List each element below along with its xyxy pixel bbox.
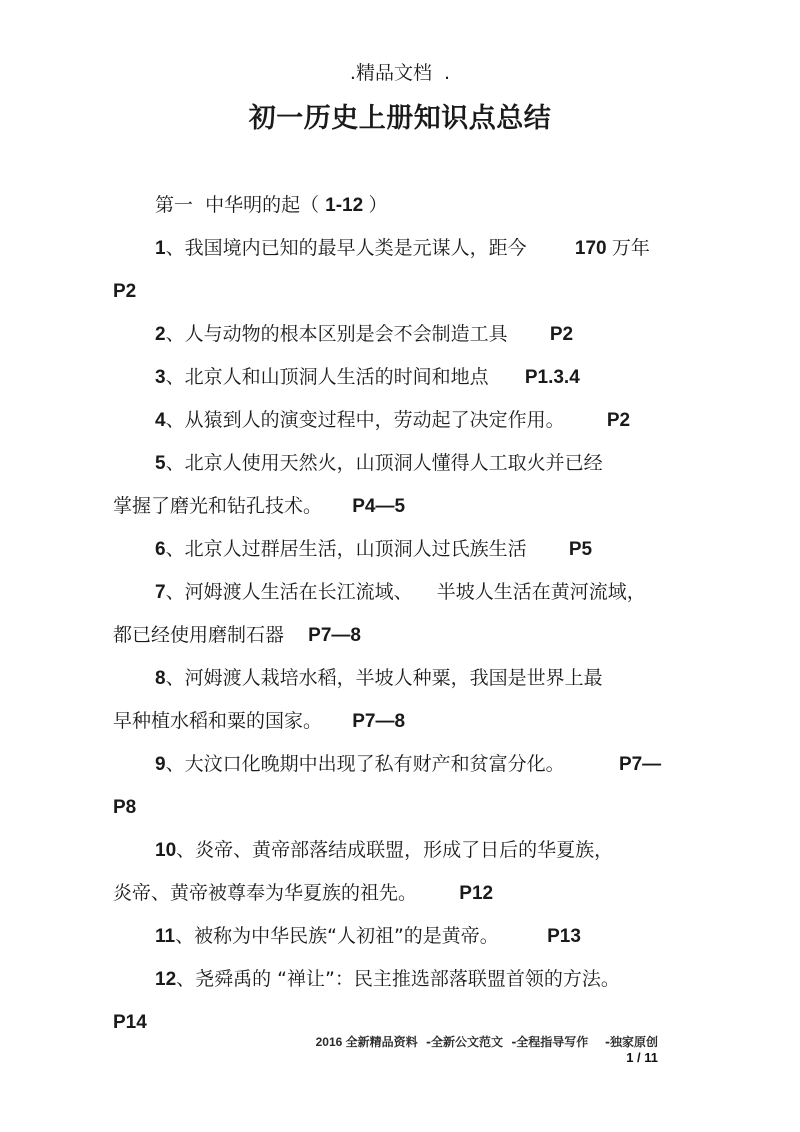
page-title: 初一历史上册知识点总结 bbox=[248, 103, 552, 134]
body-line: 7、河姆渡人生活在长江流域、 半坡人生活在黄河流域， bbox=[155, 581, 646, 603]
body-line: 5、北京人使用天然火，山顶洞人懂得人工取火并已经 bbox=[155, 452, 603, 474]
page-number: 1 / 11 bbox=[626, 1050, 658, 1065]
body-line: 9、大汶口化晚期中出现了私有财产和贫富分化。 P7— bbox=[155, 753, 662, 775]
body-line: 6、北京人过群居生活，山顶洞人过氏族生活 P5 bbox=[155, 538, 593, 560]
body-line: 都已经使用磨制石器 P7—8 bbox=[113, 624, 361, 646]
header-note: .精品文档 . bbox=[349, 62, 451, 84]
body-line: 2、人与动物的根本区别是会不会制造工具 P2 bbox=[155, 323, 574, 345]
footer-info: 2016 全新精品资料 -全新公文范文 -全程指导写作 -独家原创 bbox=[315, 1035, 658, 1049]
body-line: P14 bbox=[113, 1012, 147, 1033]
body-line: 早种植水稻和粟的国家。 P7—8 bbox=[113, 710, 406, 732]
body-line: P8 bbox=[113, 797, 137, 818]
body-line: 炎帝、黄帝被尊奉为华夏族的祖先。 P12 bbox=[113, 882, 494, 904]
body-line: P2 bbox=[113, 281, 137, 302]
page-footer bbox=[0, 1034, 658, 1067]
body-line: 1、我国境内已知的最早人类是元谋人，距今 170 万年 bbox=[155, 237, 650, 259]
body-line: 4、从猿到人的演变过程中，劳动起了决定作用。 P2 bbox=[155, 409, 631, 431]
body-line: 8、河姆渡人栽培水稻，半坡人种粟，我国是世界上最 bbox=[155, 667, 603, 689]
body-line: 12、尧舜禹的 “禅让”：民主推选部落联盟首领的方法。 bbox=[155, 968, 620, 990]
body-line: 11、被称为中华民族“人初祖”的是黄帝。 P13 bbox=[155, 925, 581, 947]
body-line: 10、炎帝、黄帝部落结成联盟，形成了日后的华夏族， bbox=[155, 839, 614, 861]
body-line: 掌握了磨光和钻孔技术。 P4—5 bbox=[113, 495, 406, 517]
document-body bbox=[113, 184, 713, 1044]
body-line: 3、北京人和山顶洞人生活的时间和地点 P1.3.4 bbox=[155, 366, 580, 388]
body-line: 第一 中华明的起（ 1-12 ） bbox=[155, 194, 388, 216]
